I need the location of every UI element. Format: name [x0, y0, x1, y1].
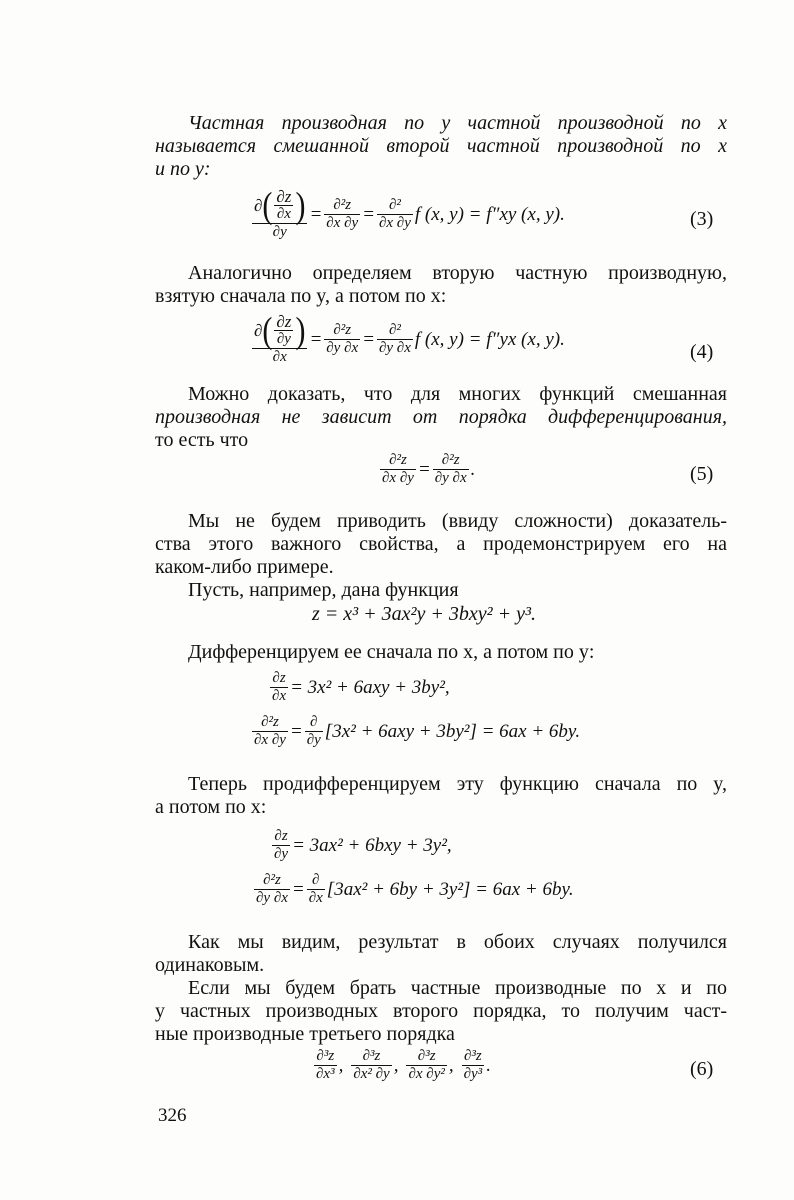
equation-5-number: (5)	[690, 463, 714, 485]
eqb2-partial: ∂	[312, 872, 320, 888]
eq3-d2z: ∂²z	[333, 197, 352, 213]
equation-6-number: (6)	[690, 1058, 714, 1080]
eq3-dx: ∂x	[276, 206, 291, 222]
para9-line1: Если мы будем брать частные производные по x и по	[188, 977, 727, 999]
eqb2-d2z: ∂²z	[263, 872, 281, 888]
para6-line1: Дифференцируем ее сначала по x, а потом по y:	[188, 641, 595, 663]
eq6-dx3: ∂x³	[316, 1066, 335, 1082]
eqb2-dydx: ∂y ∂x	[256, 890, 288, 906]
eq3-dy: ∂y	[272, 224, 287, 240]
derivative-dz-dy	[270, 828, 452, 863]
eqa1-dx: ∂x	[272, 688, 287, 704]
eq4-lhs-fraction: ∂ ( $\frac{\partial z}{\partial y}$ ) ∂x	[254, 309, 306, 365]
equation-5: $\frac{\text{∂²z}}{\partial x \partial y}$ = $\frac{\text{∂²z}}{\partial y \partial x}$ .	[382, 452, 476, 486]
eq6-dy3: ∂y³	[463, 1066, 483, 1082]
eqb2-dx: ∂x	[308, 890, 323, 906]
eqb1-dz: ∂z	[274, 828, 288, 844]
eq5-dydx: ∂y ∂x	[434, 470, 467, 486]
para1-line2: называется смешанной второй частной производной по x	[155, 135, 727, 157]
para3-line1: Можно доказать, что для многих функций смешанная	[188, 383, 727, 405]
equation-4-number: (4)	[690, 341, 714, 363]
equation-4: ∂ ( $\frac{\partial z}{\partial y}$ ) ∂x = $\frac{\text{∂²z}}{\partial y \partial x}$ = $\frac{\text{∂²}}{\partial y \partial x}$ f (x, y) = f″yx (x, y).	[254, 309, 565, 365]
para7-line1: Теперь продифференцируем эту функцию сначала по y,	[188, 773, 727, 795]
eqb1-rhs: = 3ax² + 6bxy + 3y²,	[292, 834, 452, 856]
page-number: 326	[158, 1105, 187, 1126]
eq4-function: f (x, y) = f″yx (x, y).	[414, 328, 565, 350]
eqa1-dz: ∂z	[272, 670, 286, 686]
para9-line3: ные производные третьего порядка	[155, 1023, 455, 1045]
para5-line1: Пусть, например, дана функция	[188, 579, 459, 601]
para2-line1: Аналогично определяем вторую частную производную,	[188, 262, 727, 284]
eq4-dydx: ∂y ∂x	[326, 340, 359, 356]
eq6-dx2dy: ∂x² ∂y	[353, 1066, 390, 1082]
derivative-dz-dx	[268, 670, 450, 705]
eqa2-partial: ∂	[310, 714, 318, 730]
eq4-dydx-2: ∂y ∂x	[378, 340, 411, 356]
eqa2-dy: ∂y	[306, 732, 321, 748]
function-definition: z = x³ + 3ax²y + 3bxy² + y³.	[312, 603, 537, 625]
eq3-dxdy: ∂x ∂y	[326, 215, 359, 231]
para1-line1: Частная производная по y частной производной по x	[188, 112, 727, 134]
eq3-lhs-fraction: ∂ ( $\frac{\partial z}{\partial x}$ ) ∂y	[254, 184, 306, 240]
para1-line3: и по y:	[155, 158, 211, 180]
eqa2-dxdy: ∂x ∂y	[254, 732, 286, 748]
para2-line2: взятую сначала по y, а потом по x:	[155, 285, 447, 307]
eq3-function: f (x, y) = f″xy (x, y).	[414, 203, 565, 225]
eq4-partial: ∂	[254, 321, 263, 340]
eq4-dy: ∂y	[276, 331, 291, 347]
eq3-d2: ∂²	[388, 197, 401, 213]
para3-line2: производная не зависит от порядка дифференцирования,	[155, 406, 727, 428]
eqa2-d2z: ∂²z	[261, 714, 279, 730]
eq4-dx: ∂x	[272, 349, 287, 365]
para8-line1: Как мы видим, результат в обоих случаях получился	[188, 931, 727, 953]
eqb1-dy: ∂y	[274, 846, 289, 862]
equation-6: $\frac{\text{∂³z}}{\text{∂x³}}$ , $\frac{\text{∂³z}}{\text{∂x² ∂y}}$ , $\frac{\text{∂³z}}{\text{∂x ∂y²}}$ , $\frac{\text{∂³z}}{\text{∂y³}}$ .	[316, 1048, 491, 1082]
eq5-dxdy: ∂x ∂y	[382, 470, 414, 486]
eqa2-rhs: [3x² + 6axy + 3by²] = 6ax + 6by.	[324, 720, 581, 742]
eq4-d2z: ∂²z	[333, 322, 352, 338]
derivative-d2z-dxdy: $\frac{\text{∂²z}}{\partial x \partial y}$ = $\frac{\partial}{\partial y}$ [3x² + 6axy + 3by²] = 6ax + 6by.	[254, 714, 581, 748]
eq6-d3z-3: ∂³z	[417, 1048, 436, 1064]
para4-line2: ства этого важного свойства, а продемонстрируем его на	[155, 533, 727, 555]
equation-3: ∂ ( $\frac{\partial z}{\partial x}$ ) ∂y = $\frac{\text{∂²z}}{\partial x \partial y}$ = $\frac{\text{∂²}}{\partial x \partial y}$ f (x, y) = f″xy (x, y).	[254, 184, 565, 240]
para4-line1: Мы не будем приводить (ввиду сложности) доказатель-	[188, 510, 727, 532]
eq5-d2z-left: ∂²z	[389, 452, 407, 468]
eq6-d3z-4: ∂³z	[464, 1048, 482, 1064]
eqb2-rhs: [3ax² + 6by + 3y²] = 6ax + 6by.	[326, 878, 574, 900]
eq3-partial: ∂	[254, 196, 263, 215]
equation-3-number: (3)	[690, 208, 714, 230]
para9-line2: y частных производных второго порядка, то получим част-	[155, 1000, 727, 1022]
para7-line2: а потом по x:	[155, 796, 267, 818]
para4-line3: каком-либо примере.	[155, 556, 334, 578]
eq6-dxdy2: ∂x ∂y²	[408, 1066, 445, 1082]
derivative-d2z-dydx: $\frac{\text{∂²z}}{\partial y \partial x}$ = $\frac{\partial}{\partial x}$ [3ax² + 6by + 3y²] = 6ax + 6by.	[256, 872, 574, 906]
eqa1-rhs: = 3x² + 6axy + 3by²,	[290, 676, 450, 698]
eq5-d2z-right: ∂²z	[441, 452, 460, 468]
eq6-d3z-1: ∂³z	[316, 1048, 335, 1064]
eq6-d3z-2: ∂³z	[362, 1048, 381, 1064]
eq3-dz: ∂z	[276, 187, 292, 206]
para8-line2: одинаковым.	[155, 954, 265, 976]
para3-line3: то есть что	[155, 429, 249, 451]
eq3-dxdy-2: ∂x ∂y	[378, 215, 411, 231]
eq4-dz: ∂z	[276, 312, 292, 331]
eq4-d2: ∂²	[388, 322, 401, 338]
